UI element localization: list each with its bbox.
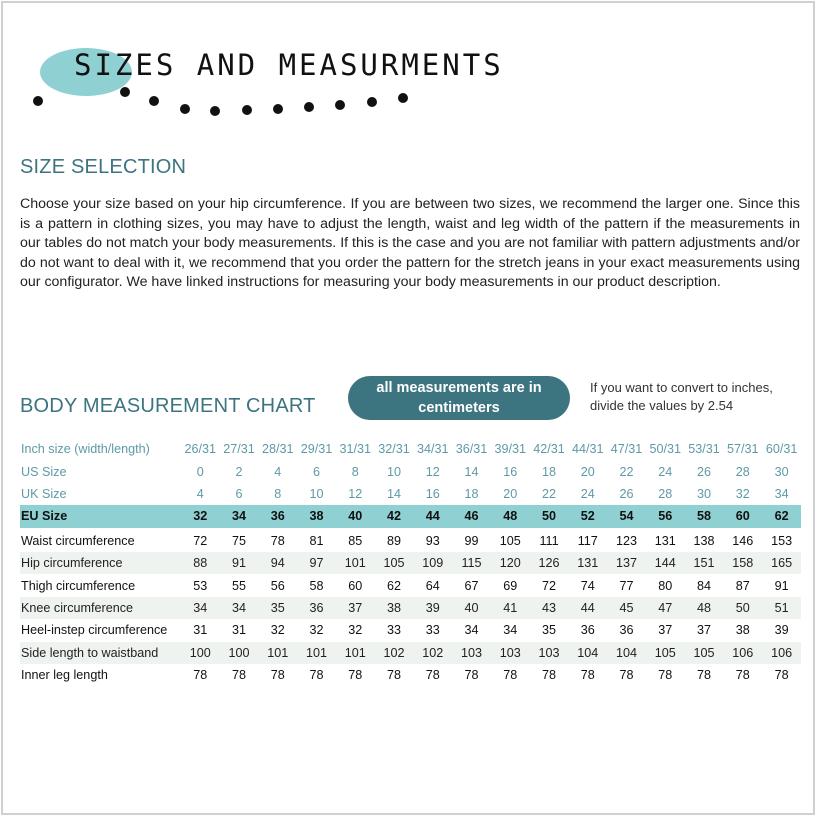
table-cell: 39 xyxy=(413,597,452,619)
table-cell: 101 xyxy=(336,642,375,664)
dot xyxy=(304,102,314,112)
table-cell: 34 xyxy=(503,623,518,638)
table-cell: 16 xyxy=(425,486,440,501)
table-cell: 40 xyxy=(336,505,375,528)
table-cell: 67 xyxy=(464,578,479,593)
table-cell: 105 xyxy=(685,642,724,664)
table-cell: 37 xyxy=(658,623,673,638)
table-cell: 34 xyxy=(220,597,259,619)
table-cell: 100 xyxy=(220,642,259,664)
table-cell: 32 xyxy=(309,623,324,638)
table-cell: 58 xyxy=(309,578,324,593)
table-cell: 38 xyxy=(375,597,414,619)
table-cell: 33 xyxy=(387,623,402,638)
table-cell: 27/31 xyxy=(223,442,255,457)
table-cell: 85 xyxy=(348,533,363,548)
size-selection-heading: SIZE SELECTION xyxy=(20,156,187,178)
table-cell: 56 xyxy=(646,505,685,528)
table-cell: 78 xyxy=(542,668,557,683)
table-cell: 144 xyxy=(646,552,685,574)
table-cell: 78 xyxy=(387,668,402,683)
table-cell: 78 xyxy=(619,668,634,683)
table-cell: 34 xyxy=(774,486,789,501)
table-cell: 36 xyxy=(297,597,336,619)
table-cell: 80 xyxy=(658,578,673,593)
table-row xyxy=(20,597,801,619)
table-row xyxy=(20,574,801,596)
table-cell: 39/31 xyxy=(494,442,527,457)
table-cell: 78 xyxy=(697,668,712,683)
table-cell: 31 xyxy=(232,623,247,638)
table-cell: 117 xyxy=(577,533,598,548)
dot xyxy=(120,87,130,97)
table-cell: 18 xyxy=(542,464,557,479)
table-cell: 105 xyxy=(499,533,521,548)
table-cell: 45 xyxy=(607,597,646,619)
table-cell: 8 xyxy=(274,486,282,501)
table-cell: 47 xyxy=(646,597,685,619)
table-cell: 38 xyxy=(735,623,750,638)
table-row xyxy=(20,438,801,460)
row-label: Inner leg length xyxy=(21,668,108,683)
table-cell: 0 xyxy=(196,464,204,479)
table-cell: 2 xyxy=(235,464,243,479)
table-row xyxy=(20,552,801,574)
table-cell: 50 xyxy=(530,505,569,528)
table-cell: 35 xyxy=(542,623,557,638)
table-cell: 115 xyxy=(452,552,491,574)
table-cell: 24 xyxy=(580,486,595,501)
table-row xyxy=(20,642,801,664)
table-cell: 40 xyxy=(452,597,491,619)
table-cell: 31/31 xyxy=(339,442,372,457)
table-cell: 47/31 xyxy=(610,442,643,457)
table-cell: 26 xyxy=(697,464,712,479)
table-cell: 36 xyxy=(619,623,634,638)
table-cell: 30 xyxy=(697,486,712,501)
table-cell: 109 xyxy=(413,552,452,574)
table-cell: 41 xyxy=(491,597,530,619)
table-cell: 126 xyxy=(530,552,569,574)
chart-heading: BODY MEASUREMENT CHART xyxy=(20,395,316,417)
table-cell: 34/31 xyxy=(417,442,449,457)
table-cell: 78 xyxy=(503,668,518,683)
table-cell: 81 xyxy=(309,533,324,548)
table-cell: 101 xyxy=(336,552,375,574)
table-cell: 72 xyxy=(542,578,557,593)
table-cell: 26/31 xyxy=(184,442,217,457)
table-cell: 165 xyxy=(762,552,801,574)
inch-conversion-note: If you want to convert to inches, divide the values by 2.54 xyxy=(590,380,773,413)
table-cell: 6 xyxy=(235,486,243,501)
table-cell: 78 xyxy=(232,668,247,683)
table-cell: 39 xyxy=(774,623,789,638)
table-cell: 138 xyxy=(693,533,715,548)
table-cell: 146 xyxy=(732,533,754,548)
table-cell: 94 xyxy=(258,552,297,574)
table-cell: 12 xyxy=(425,464,440,479)
table-cell: 38 xyxy=(297,505,336,528)
table-cell: 44 xyxy=(568,597,607,619)
table-cell: 102 xyxy=(413,642,452,664)
table-cell: 102 xyxy=(375,642,414,664)
table-cell: 29/31 xyxy=(300,442,333,457)
table-cell: 93 xyxy=(425,533,440,548)
table-cell: 32 xyxy=(735,486,750,501)
table-cell: 89 xyxy=(387,533,402,548)
row-label: Thigh circumference xyxy=(21,578,136,593)
table-cell: 106 xyxy=(723,642,762,664)
table-row xyxy=(20,529,801,552)
table-cell: 158 xyxy=(723,552,762,574)
table-cell: 34 xyxy=(220,505,259,528)
table-cell: 78 xyxy=(193,668,208,683)
table-cell: 20 xyxy=(580,464,595,479)
row-label: UK Size xyxy=(21,486,67,501)
table-cell: 42/31 xyxy=(533,442,565,457)
dot xyxy=(398,93,408,103)
table-cell: 44 xyxy=(413,505,452,528)
table-cell: 26 xyxy=(619,486,634,501)
table-cell: 50 xyxy=(723,597,762,619)
table-cell: 43 xyxy=(530,597,569,619)
dot xyxy=(367,97,377,107)
table-cell: 99 xyxy=(464,533,479,548)
dot xyxy=(335,100,345,110)
table-cell: 22 xyxy=(542,486,557,501)
table-cell: 91 xyxy=(220,552,259,574)
units-badge xyxy=(348,376,570,420)
table-cell: 35 xyxy=(258,597,297,619)
table-cell: 123 xyxy=(616,533,638,548)
table-row xyxy=(20,664,801,686)
table-cell: 24 xyxy=(658,464,673,479)
table-cell: 36 xyxy=(580,623,595,638)
table-cell: 106 xyxy=(762,642,801,664)
table-cell: 75 xyxy=(232,533,247,548)
table-cell: 100 xyxy=(181,642,220,664)
table-cell: 151 xyxy=(685,552,724,574)
table-cell: 56 xyxy=(270,578,285,593)
dot xyxy=(149,96,159,106)
table-cell: 14 xyxy=(464,464,479,479)
table-cell: 58 xyxy=(685,505,724,528)
dot xyxy=(242,105,252,115)
table-cell: 60/31 xyxy=(765,442,798,457)
table-cell: 131 xyxy=(568,552,607,574)
units-badge-text: all measurements are in centimeters xyxy=(376,380,542,416)
table-cell: 153 xyxy=(771,533,793,548)
table-cell: 87 xyxy=(735,578,750,593)
table-cell: 78 xyxy=(309,668,324,683)
size-selection-text: Choose your size based on your hip circumference. If you are between two sizes, we recommend the larger one. Since this is a pattern in clothing sizes, you may have to adjust the length, waist and leg width of the pattern if the measurements in our tables do not match your body measurements. If this is the case and you are not familiar with pattern adjustments and/or do not want to deal with it, we recommend that you order the pattern for the stretch jeans in your exact measurements using our configurator. We have linked instructions for measuring your body measurements in our product description. xyxy=(20,196,800,291)
table-cell: 48 xyxy=(685,597,724,619)
table-cell: 22 xyxy=(619,464,634,479)
table-cell: 78 xyxy=(425,668,440,683)
table-cell: 37 xyxy=(697,623,712,638)
table-cell: 53 xyxy=(193,578,208,593)
table-cell: 88 xyxy=(181,552,220,574)
page-title-block xyxy=(30,38,504,128)
table-cell: 53/31 xyxy=(688,442,720,457)
table-cell: 101 xyxy=(297,642,336,664)
table-cell: 78 xyxy=(464,668,479,683)
table-cell: 4 xyxy=(274,464,282,479)
table-cell: 101 xyxy=(258,642,297,664)
table-cell: 78 xyxy=(348,668,363,683)
table-cell: 10 xyxy=(309,486,324,501)
table-cell: 42 xyxy=(375,505,414,528)
table-cell: 14 xyxy=(387,486,402,501)
table-cell: 52 xyxy=(568,505,607,528)
table-row xyxy=(20,505,801,528)
table-cell: 10 xyxy=(387,464,402,479)
table-cell: 103 xyxy=(530,642,569,664)
table-cell: 28 xyxy=(658,486,673,501)
table-cell: 30 xyxy=(774,464,789,479)
row-label: Side length to waistband xyxy=(20,642,181,664)
table-cell: 131 xyxy=(654,533,676,548)
row-label: Inch size (width/length) xyxy=(21,442,150,457)
table-cell: 78 xyxy=(658,668,673,683)
table-cell: 48 xyxy=(491,505,530,528)
table-cell: 37 xyxy=(336,597,375,619)
table-cell: 31 xyxy=(193,623,208,638)
table-cell: 74 xyxy=(580,578,595,593)
table-cell: 78 xyxy=(270,533,285,548)
table-cell: 32/31 xyxy=(378,442,410,457)
table-cell: 12 xyxy=(348,486,363,501)
row-label: Knee circumference xyxy=(20,597,181,619)
table-cell: 50/31 xyxy=(649,442,682,457)
body-measurement-table xyxy=(20,438,801,686)
table-cell: 120 xyxy=(491,552,530,574)
table-cell: 62 xyxy=(387,578,402,593)
row-label: US Size xyxy=(21,464,67,479)
dot xyxy=(33,96,43,106)
table-cell: 57/31 xyxy=(727,442,759,457)
table-cell: 69 xyxy=(503,578,518,593)
row-label: Waist circumference xyxy=(21,533,135,548)
table-cell: 32 xyxy=(270,623,285,638)
table-row xyxy=(20,483,801,505)
table-cell: 32 xyxy=(181,505,220,528)
dot xyxy=(180,104,190,114)
table-cell: 137 xyxy=(607,552,646,574)
table-cell: 104 xyxy=(568,642,607,664)
table-cell: 32 xyxy=(348,623,363,638)
table-cell: 78 xyxy=(270,668,285,683)
table-cell: 78 xyxy=(774,668,789,683)
table-cell: 54 xyxy=(607,505,646,528)
table-cell: 103 xyxy=(491,642,530,664)
table-cell: 46 xyxy=(452,505,491,528)
table-cell: 91 xyxy=(774,578,789,593)
table-cell: 16 xyxy=(503,464,518,479)
table-cell: 28/31 xyxy=(262,442,294,457)
table-cell: 64 xyxy=(425,578,440,593)
table-cell: 84 xyxy=(697,578,712,593)
page-title: SIZES AND MEASURMENTS xyxy=(74,48,504,82)
table-cell: 34 xyxy=(181,597,220,619)
table-cell: 4 xyxy=(196,486,204,501)
table-cell: 62 xyxy=(762,505,801,528)
row-label: EU Size xyxy=(20,505,181,528)
table-cell: 105 xyxy=(646,642,685,664)
table-cell: 36/31 xyxy=(455,442,488,457)
table-cell: 60 xyxy=(723,505,762,528)
table-cell: 36 xyxy=(258,505,297,528)
table-cell: 18 xyxy=(464,486,479,501)
table-cell: 44/31 xyxy=(572,442,604,457)
table-cell: 55 xyxy=(232,578,247,593)
table-cell: 104 xyxy=(607,642,646,664)
table-cell: 77 xyxy=(619,578,634,593)
dotted-line-decoration xyxy=(30,38,500,128)
table-cell: 97 xyxy=(297,552,336,574)
table-cell: 105 xyxy=(375,552,414,574)
table-cell: 78 xyxy=(735,668,750,683)
table-row xyxy=(20,619,801,641)
row-label: Heel-instep circumference xyxy=(21,623,168,638)
table-cell: 6 xyxy=(313,464,321,479)
table-cell: 103 xyxy=(452,642,491,664)
table-cell: 60 xyxy=(348,578,363,593)
table-row xyxy=(20,460,801,482)
table-cell: 72 xyxy=(193,533,208,548)
table-cell: 111 xyxy=(539,533,559,548)
table-cell: 20 xyxy=(503,486,518,501)
table-cell: 51 xyxy=(762,597,801,619)
table-cell: 28 xyxy=(735,464,750,479)
dot xyxy=(210,106,220,116)
table-cell: 33 xyxy=(425,623,440,638)
table-cell: 8 xyxy=(351,464,359,479)
table-cell: 78 xyxy=(580,668,595,683)
dot xyxy=(273,104,283,114)
table-cell: 34 xyxy=(464,623,479,638)
row-label: Hip circumference xyxy=(20,552,181,574)
